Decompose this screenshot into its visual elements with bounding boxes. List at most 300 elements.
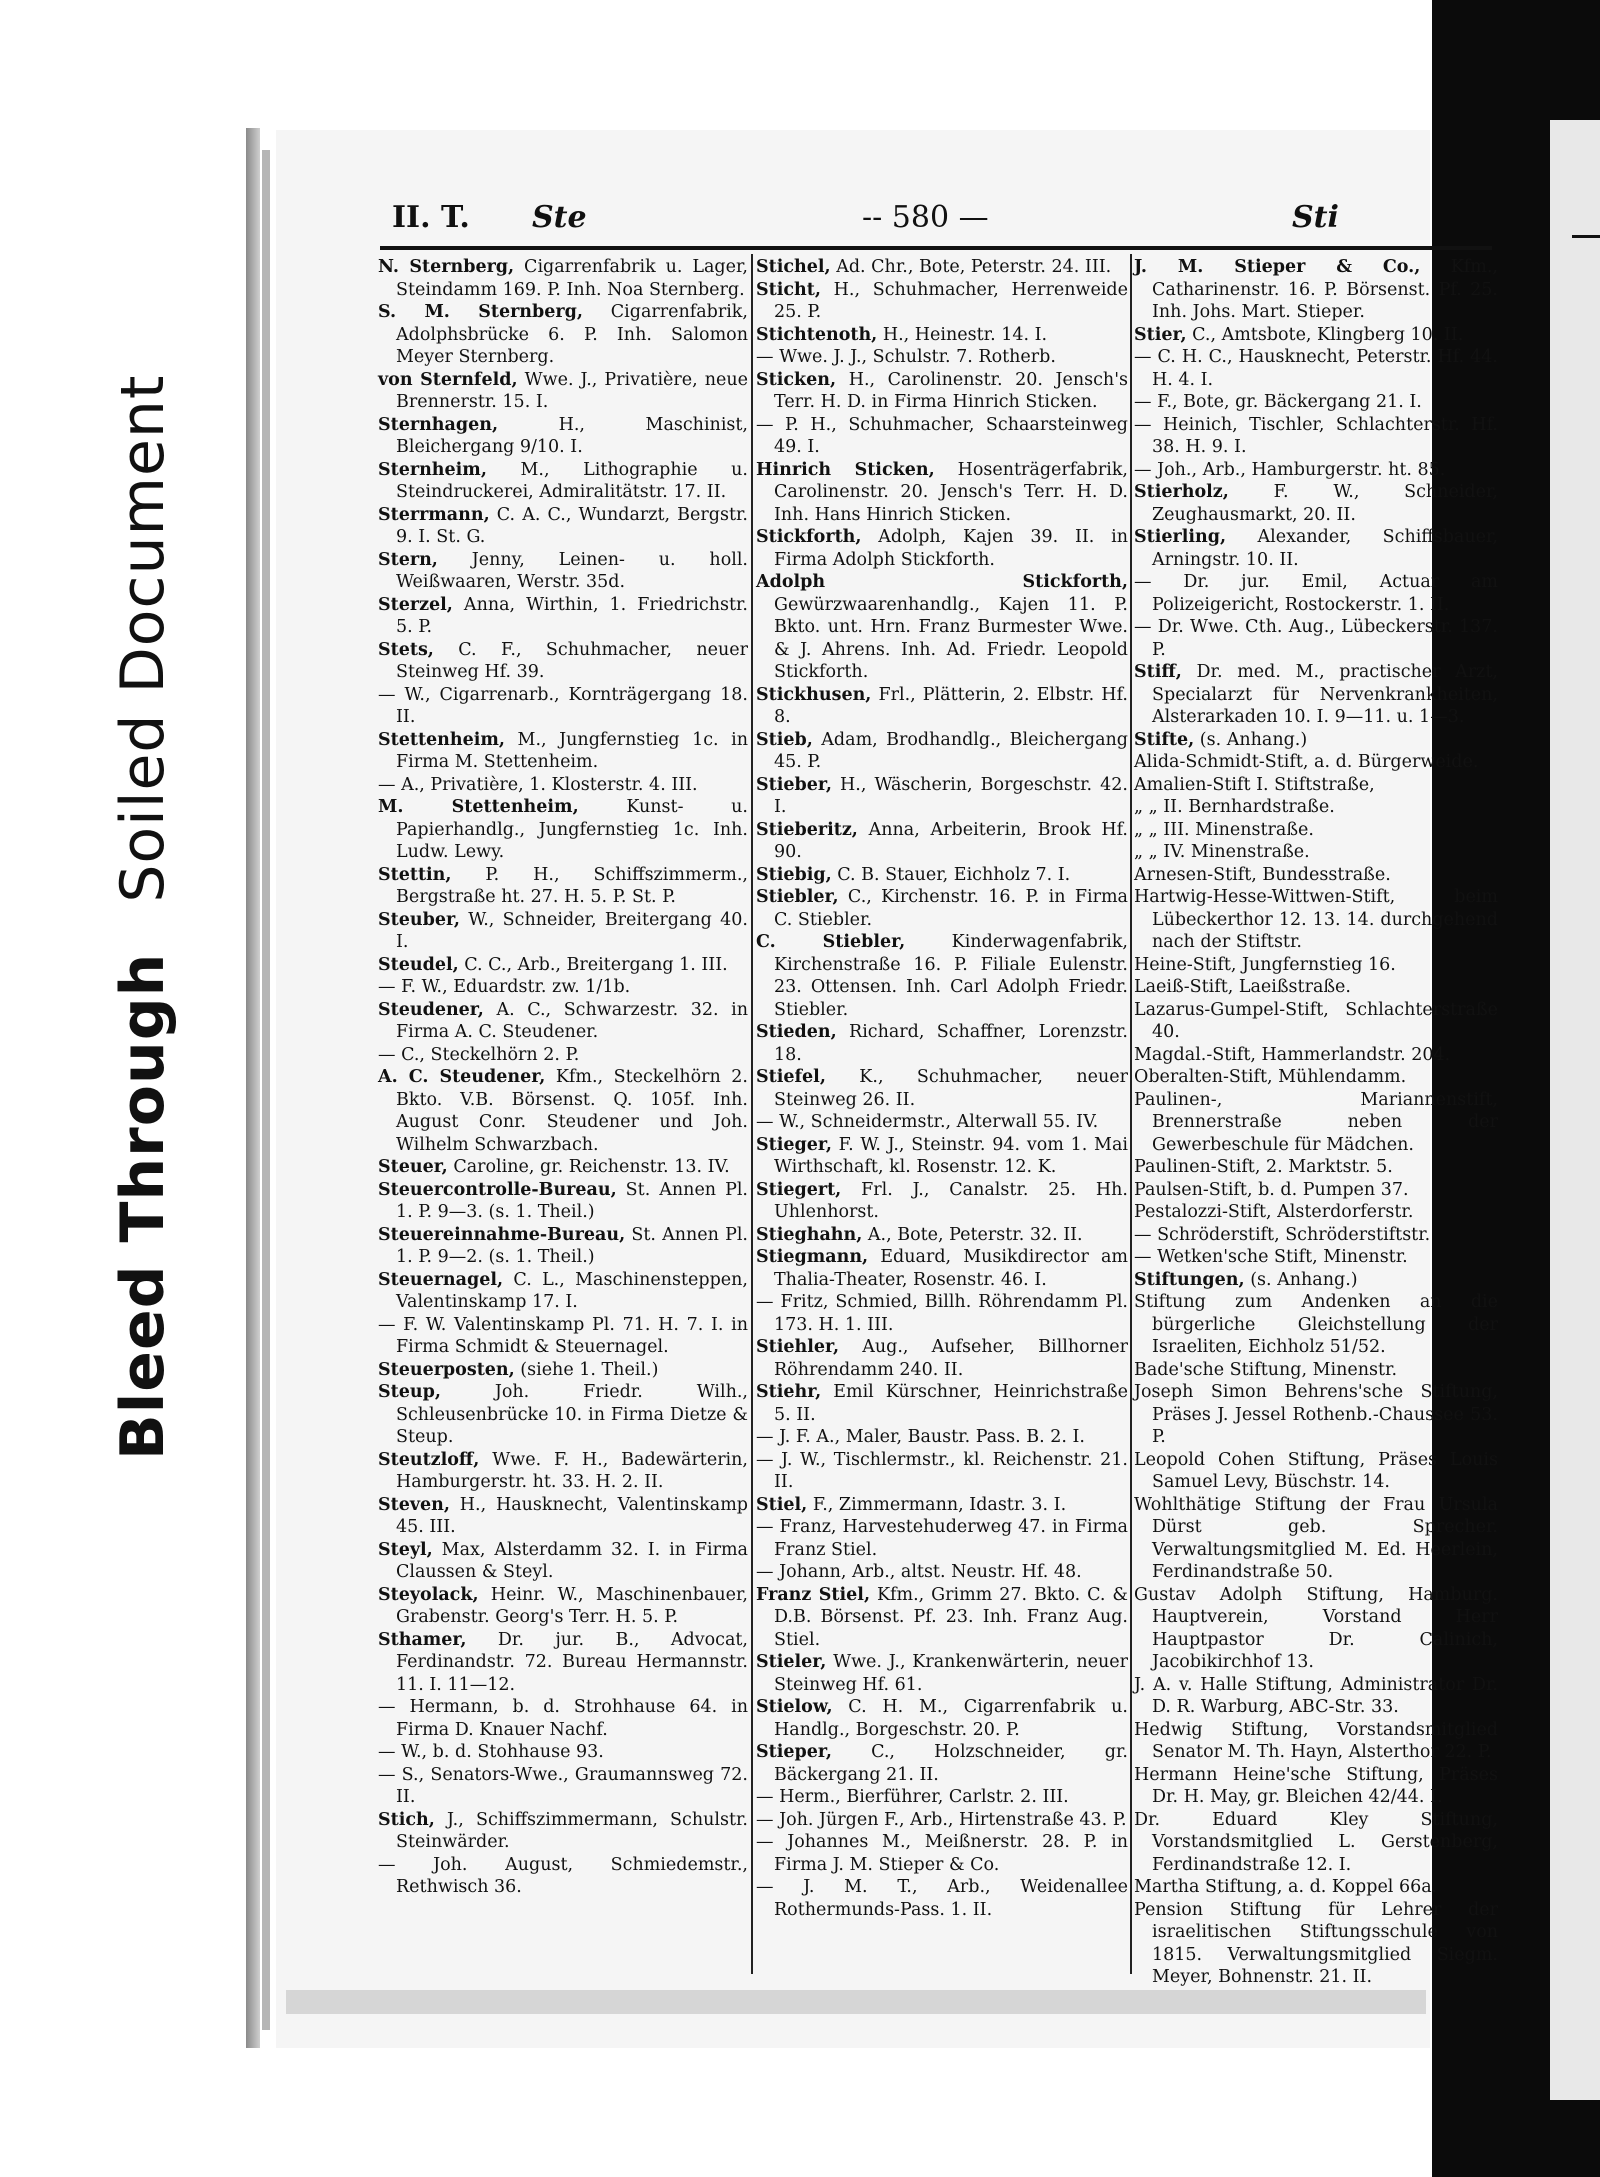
entry-text: Alida-Schmidt-Stift, a. d. Bürgerweide.	[1134, 752, 1479, 772]
entry-name: Steven,	[378, 1494, 450, 1515]
directory-entry	[1134, 729, 1498, 752]
entry-text: A. C., Schwarzestr. 32. in Firma A. C. Steudener.	[396, 999, 748, 1042]
entry-text: J. A. v. Halle Stiftung, Administrator Dr. D. R. Warburg, ABC-Str. 33.	[1134, 1674, 1498, 1717]
entry-text: Gewürzwaarenhandlg., Kajen 11. P. Bkto. unt. Hrn. Franz Burmester Wwe. & J. Ahrens. Inh. Ad. Friedr. Leopold Stickforth.	[774, 594, 1128, 682]
directory-entry	[378, 1584, 748, 1629]
column-1	[378, 256, 748, 1899]
entry-text: H., Maschinist, Bleichergang 9/10. I.	[396, 414, 748, 457]
directory-entry	[378, 1359, 748, 1382]
entry-text: Kfm., Catharinenstr. 16. P. Börsenst. Pf. 25. Inh. Johs. Mart. Stieper.	[1152, 257, 1498, 322]
directory-entry	[378, 864, 748, 909]
directory-entry	[756, 1291, 1128, 1336]
entry-name: Sticken,	[756, 369, 837, 390]
directory-entry	[756, 729, 1128, 774]
directory-entry	[378, 1156, 748, 1179]
entry-text: Hosenträgerfabrik, Carolinenstr. 20. Jensch's Terr. H. D. Inh. Hans Hinrich Sticken.	[774, 459, 1128, 525]
directory-entry	[1134, 1359, 1498, 1382]
directory-entry	[378, 1381, 748, 1449]
directory-entry	[1134, 796, 1498, 819]
directory-entry	[378, 301, 748, 369]
directory-entry	[1134, 1179, 1498, 1202]
directory-entry	[1134, 886, 1498, 954]
entry-text: „ „ IV. Minenstraße.	[1134, 842, 1310, 862]
entry-text: Oberalten-Stift, Mühlendamm.	[1134, 1067, 1407, 1087]
directory-entry	[378, 1044, 748, 1067]
entry-text: — C., Steckelhörn 2. P.	[378, 1044, 580, 1065]
entry-text: — Johannes M., Meißnerstr. 28. P. in Firma J. M. Stieper & Co.	[756, 1832, 1128, 1875]
directory-entry	[1134, 526, 1498, 571]
directory-entry	[378, 414, 748, 459]
entry-text: Joseph Simon Behrens'sche Stiftung, Präses J. Jessel Rothenb.-Chaussee 53. P.	[1134, 1382, 1498, 1447]
entry-text: Kfm., Grimm 27. Bkto. C. & D.B. Börsenst. Pf. 23. Inh. Franz Aug. Stiel.	[774, 1584, 1128, 1650]
directory-entry	[378, 954, 748, 977]
entry-text: — Herm., Bierführer, Carlstr. 2. III.	[756, 1787, 1069, 1807]
entry-text: Frl., Plätterin, 2. Elbstr. Hf. 8.	[774, 684, 1128, 727]
entry-text: — A., Privatière, 1. Klosterstr. 4. III.	[378, 774, 698, 795]
directory-entry	[1134, 1224, 1498, 1247]
entry-name: Stets,	[378, 639, 434, 660]
directory-entry	[756, 1741, 1128, 1786]
directory-entry	[1134, 1899, 1498, 1989]
entry-text: — Fritz, Schmied, Billh. Röhrendamm Pl. 173. H. 1. III.	[756, 1292, 1128, 1335]
directory-entry	[1134, 1291, 1498, 1359]
entry-text: — Joh. Jürgen F., Arb., Hirtenstraße 43. P.	[756, 1809, 1127, 1830]
entry-text: — J. F. A., Maler, Baustr. Pass. B. 2. I.	[756, 1427, 1085, 1447]
entry-name: Stiegert,	[756, 1179, 842, 1200]
entry-name: Franz Stiel,	[756, 1584, 871, 1605]
entry-name: Stiefel,	[756, 1067, 826, 1087]
entry-name: Stieber,	[756, 774, 832, 795]
right-catchword: Sti	[1292, 200, 1339, 235]
directory-entry	[378, 774, 748, 797]
directory-entry	[756, 819, 1128, 864]
entry-text: Lazarus-Gumpel-Stift, Schlachterstraße 40.	[1134, 999, 1498, 1042]
directory-entry	[378, 1314, 748, 1359]
directory-entry	[1134, 954, 1498, 977]
entry-text: Laeiß-Stift, Laeißstraße.	[1134, 977, 1351, 997]
entry-text: K., Schuhmacher, neuer Steinweg 26. II.	[774, 1067, 1128, 1110]
entry-text: Kinderwagenfabrik, Kirchenstraße 16. P. Filiale Eulenstr. 23. Ottensen. Inh. Carl Adolph Friedr. Stiebler.	[774, 932, 1128, 1020]
entry-text: Amalien-Stift I. Stiftstraße,	[1134, 774, 1375, 795]
entry-text: „ „ III. Minenstraße.	[1134, 819, 1314, 840]
entry-text: „ „ II. Bernhardstraße.	[1134, 797, 1335, 817]
directory-entry	[756, 1021, 1128, 1066]
entry-text: Joh. Friedr. Wilh., Schleusenbrücke 10. in Firma Dietze & Steup.	[396, 1382, 748, 1447]
entry-text: H., Heinestr. 14. I.	[877, 324, 1048, 345]
entry-name: Sticht,	[756, 279, 821, 300]
directory-entry	[1134, 1449, 1498, 1494]
entry-name: Stieger,	[756, 1134, 832, 1155]
directory-entry	[378, 369, 748, 414]
entry-name: M. Stettenheim,	[378, 797, 579, 817]
directory-entry	[378, 1741, 748, 1764]
entry-text: Frl. J., Canalstr. 25. Hh. Uhlenhorst.	[774, 1179, 1128, 1222]
entry-text: — F., Bote, gr. Bäckergang 21. I.	[1134, 392, 1422, 412]
directory-entry	[756, 1111, 1128, 1134]
directory-entry	[1134, 774, 1498, 797]
column-divider-1	[751, 254, 753, 1974]
entry-text: Paulinen-, Mariannenstift, Brennerstraße neben der Gewerbeschule für Mädchen.	[1134, 1089, 1498, 1155]
entry-name: Steutzloff,	[378, 1449, 480, 1470]
directory-entry	[756, 684, 1128, 729]
entry-name: Steuber,	[378, 909, 460, 930]
entry-text: Kunst- u. Papierhandlg., Jungfernstieg 1c. Inh. Ludw. Lewy.	[396, 797, 748, 862]
directory-entry	[756, 1831, 1128, 1876]
entry-text: Emil Kürschner, Heinrichstraße 5. II.	[774, 1382, 1128, 1425]
directory-entry	[1134, 1246, 1498, 1269]
entry-text: — W., Cigarrenarb., Kornträgergang 18. II.	[378, 684, 748, 727]
entry-text: M., Jungfernstieg 1c. in Firma M. Stettenheim.	[396, 729, 748, 772]
entry-name: Stieberitz,	[756, 819, 858, 840]
entry-name: S. M. Sternberg,	[378, 302, 583, 322]
directory-entry	[378, 909, 748, 954]
entry-text: F., Zimmermann, Idastr. 3. I.	[807, 1494, 1067, 1515]
entry-text: Ad. Chr., Bote, Peterstr. 24. III.	[830, 257, 1112, 277]
side-label-text	[108, 375, 178, 1460]
entry-name: Stich,	[378, 1809, 435, 1830]
entry-name: Stieden,	[756, 1022, 837, 1042]
directory-entry	[756, 1224, 1128, 1247]
directory-entry	[756, 1584, 1128, 1652]
entry-name: Stieper,	[756, 1742, 832, 1762]
entry-name: Stiegmann,	[756, 1247, 869, 1267]
entry-text: J., Schiffszimmermann, Schulstr. Steinwärder.	[396, 1809, 748, 1852]
entry-text: — J. W., Tischlermstr., kl. Reichenstr. 21. II.	[756, 1449, 1128, 1492]
entry-text: Gustav Adolph Stiftung, Hamburg. Hauptverein, Vorstand Herr Hauptpastor Dr. Calinich, Jacobikirchhof 13.	[1134, 1584, 1498, 1672]
entry-text: St. Annen Pl. 1. P. 9—2. (s. 1. Theil.)	[396, 1224, 748, 1267]
entry-text: Bade'sche Stiftung, Minenstr.	[1134, 1359, 1398, 1380]
directory-entry	[1134, 256, 1498, 324]
directory-entry	[756, 1066, 1128, 1111]
directory-entry	[756, 571, 1128, 684]
directory-entry	[378, 1854, 748, 1899]
entry-text: C. H. M., Cigarrenfabrik u. Handlg., Borgeschstr. 20. P.	[774, 1697, 1128, 1740]
entry-name: Steuernagel,	[378, 1269, 504, 1290]
directory-entry	[1134, 1044, 1498, 1067]
directory-entry	[378, 684, 748, 729]
directory-entry	[378, 1179, 748, 1224]
entry-text: — S., Senators-Wwe., Graumannsweg 72. II.	[378, 1764, 748, 1807]
entry-text: M., Lithographie u. Steindruckerei, Admiralitätstr. 17. II.	[396, 459, 748, 502]
entry-name: Stiff,	[1134, 662, 1182, 682]
directory-entry	[756, 1876, 1128, 1921]
page-stack-edge	[262, 150, 270, 2030]
directory-entry	[1134, 1876, 1498, 1899]
directory-entry	[378, 976, 748, 999]
entry-text: H., Schuhmacher, Herrenweide 25. P.	[774, 279, 1128, 322]
entry-name: Stiel,	[756, 1494, 808, 1515]
directory-entry	[1134, 481, 1498, 526]
entry-text: (s. Anhang.)	[1244, 1269, 1358, 1290]
directory-entry	[756, 931, 1128, 1021]
directory-entry	[378, 1269, 748, 1314]
entry-text: Max, Alsterdamm 32. I. in Firma Claussen & Steyl.	[396, 1539, 748, 1582]
directory-entry	[1134, 751, 1498, 774]
directory-entry	[1134, 1269, 1498, 1292]
column-divider-2	[1130, 254, 1132, 1974]
directory-entry	[378, 1629, 748, 1697]
entry-text: F. W., Schneider, Zeughausmarkt, 20. II.	[1152, 482, 1498, 525]
entry-name: Steyl,	[378, 1539, 433, 1560]
entry-name: Stieler,	[756, 1652, 827, 1672]
entry-text: — Hermann, b. d. Strohhause 64. in Firma D. Knauer Nachf.	[378, 1697, 748, 1740]
directory-entry	[1134, 324, 1498, 347]
directory-entry	[756, 1246, 1128, 1291]
directory-entry	[378, 729, 748, 774]
entry-text: Adolph, Kajen 39. II. in Firma Adolph Stickforth.	[774, 527, 1128, 570]
entry-text: — F. W., Eduardstr. zw. 1/1b.	[378, 977, 631, 997]
entry-text: Hermann Heine'sche Stiftung, Präses Dr. H. May, gr. Bleichen 42/44. I.	[1134, 1764, 1498, 1807]
directory-entry	[378, 549, 748, 594]
directory-entry	[1134, 414, 1498, 459]
directory-entry	[756, 1516, 1128, 1561]
entry-text: — Heinich, Tischler, Schlachterstr. Hf. 38. H. 9. I.	[1134, 414, 1498, 457]
column-2	[756, 256, 1128, 1921]
entry-text: Eduard, Musikdirector am Thalia-Theater, Rosenstr. 46. I.	[774, 1247, 1128, 1290]
directory-entry	[1134, 1674, 1498, 1719]
entry-text: Cigarrenfabrik, Adolphsbrücke 6. P. Inh. Salomon Meyer Sternberg.	[396, 302, 748, 367]
page-number: -- 580 —	[862, 200, 989, 235]
directory-entry	[378, 796, 748, 864]
directory-entry	[756, 1809, 1128, 1832]
directory-entry	[756, 1561, 1128, 1584]
directory-entry	[1134, 1494, 1498, 1584]
entry-name: C. Stiebler,	[756, 932, 906, 952]
entry-name: Stielow,	[756, 1697, 833, 1717]
entry-text: Wohlthätige Stiftung der Frau Ursula Dürst geb. Sprecher. Verwaltungsmitglied M. Ed. Heerlein, Ferdinandstraße 50.	[1134, 1494, 1498, 1582]
directory-entry	[756, 1449, 1128, 1494]
entry-name: Stier,	[1134, 324, 1187, 345]
entry-text: Leopold Cohen Stiftung, Präses Louis Samuel Levy, Büschstr. 14.	[1134, 1449, 1498, 1492]
entry-name: Stiehr,	[756, 1382, 822, 1402]
left-catchword: Ste	[532, 200, 587, 235]
directory-entry	[1134, 571, 1498, 616]
entry-name: Stettin,	[378, 864, 452, 885]
entry-text: C. A. C., Wundarzt, Bergstr. 9. I. St. G.	[396, 504, 748, 547]
entry-text: H., Hausknecht, Valentinskamp 45. III.	[396, 1494, 748, 1537]
entry-name: Adolph Stickforth,	[756, 572, 1128, 592]
entry-name: Sternhagen,	[378, 414, 499, 435]
directory-entry	[1134, 1089, 1498, 1157]
directory-entry	[378, 256, 748, 301]
entry-name: Stiebig,	[756, 864, 832, 885]
entry-name: Hinrich Sticken,	[756, 459, 935, 480]
entry-text: W., Schneider, Breitergang 40. I.	[396, 909, 748, 952]
header-rule	[380, 246, 1492, 250]
directory-entry	[756, 256, 1128, 279]
entry-name: Stieghahn,	[756, 1224, 863, 1245]
adjacent-header-rule	[1572, 235, 1600, 238]
entry-text: Heine-Stift, Jungfernstieg 16.	[1134, 954, 1396, 975]
directory-entry	[756, 1381, 1128, 1426]
directory-entry	[756, 1651, 1128, 1696]
directory-entry	[1134, 1066, 1498, 1089]
directory-entry	[378, 999, 748, 1044]
directory-entry	[378, 1764, 748, 1809]
entry-text: — Wwe. J. J., Schulstr. 7. Rotherb.	[756, 347, 1056, 367]
entry-text: — Franz, Harvestehuderweg 47. in Firma Franz Stiel.	[756, 1517, 1128, 1560]
section-label: II. T.	[392, 200, 470, 235]
entry-text: — Johann, Arb., altst. Neustr. Hf. 48.	[756, 1562, 1082, 1582]
entry-text: Wwe. J., Privatière, neue Brennerstr. 15. I.	[396, 369, 748, 412]
entry-text: — Joh. August, Schmiedemstr., Rethwisch 36.	[378, 1854, 748, 1897]
directory-entry	[1134, 841, 1498, 864]
entry-text: — Dr. Wwe. Cth. Aug., Lübeckerstr. 137. P.	[1134, 617, 1498, 660]
entry-name: Stiebler,	[756, 887, 839, 907]
entry-text: Jenny, Leinen- u. holl. Weißwaaren, Werstr. 35d.	[396, 549, 748, 592]
directory-entry	[1134, 459, 1498, 482]
entry-name: Stierholz,	[1134, 482, 1229, 502]
entry-name: Steudener,	[378, 999, 484, 1020]
entry-text: Magdal.-Stift, Hammerlandstr. 204.	[1134, 1044, 1451, 1065]
directory-entry	[378, 459, 748, 504]
entry-name: Sterzel,	[378, 594, 453, 615]
directory-entry	[378, 1494, 748, 1539]
directory-entry	[378, 1539, 748, 1584]
entry-text: — Joh., Arb., Hamburgerstr. ht. 85.	[1134, 459, 1446, 480]
entry-name: Stickhusen,	[756, 684, 872, 705]
entry-text: Heinr. W., Maschinenbauer, Grabenstr. Georg's Terr. H. 5. P.	[396, 1584, 748, 1627]
entry-name: J. M. Stieper & Co.,	[1134, 257, 1421, 277]
entry-name: Steuerposten,	[378, 1359, 515, 1380]
entry-text: H., Wäscherin, Borgeschstr. 42. I.	[774, 774, 1128, 817]
entry-text: Hedwig Stiftung, Vorstandsmitglied Senator M. Th. Hayn, Alsterthor 22. P.	[1134, 1719, 1498, 1762]
entry-text: C., Holzschneider, gr. Bäckergang 21. II.	[774, 1742, 1128, 1785]
directory-entry	[756, 774, 1128, 819]
directory-entry	[1134, 1764, 1498, 1809]
directory-entry	[756, 346, 1128, 369]
entry-name: A. C. Steudener,	[378, 1067, 546, 1087]
directory-entry	[756, 414, 1128, 459]
entry-name: Sternheim,	[378, 459, 487, 480]
directory-entry	[1134, 976, 1498, 999]
directory-entry	[1134, 1719, 1498, 1764]
page-gutter-shadow	[246, 128, 260, 2048]
directory-entry	[1134, 864, 1498, 887]
entry-name: N. Sternberg,	[378, 257, 515, 277]
directory-entry	[1134, 999, 1498, 1044]
directory-entry	[756, 1696, 1128, 1741]
entry-name: Steuer,	[378, 1157, 448, 1177]
directory-entry	[1134, 1584, 1498, 1674]
directory-entry	[1134, 391, 1498, 414]
directory-entry	[378, 1066, 748, 1156]
entry-name: Stichtenoth,	[756, 324, 878, 345]
directory-entry	[756, 279, 1128, 324]
bleed-through-label: Bleed Through	[108, 952, 178, 1460]
entry-text: Pension Stiftung für Lehrer der israelitischen Stiftungsschule von 1815. Verwaltungsmitglied Siegm. Meyer, Bohnenstr. 21. II.	[1134, 1899, 1498, 1987]
directory-entry	[1134, 1381, 1498, 1449]
directory-entry	[378, 504, 748, 549]
directory-entry	[756, 886, 1128, 931]
directory-entry	[1134, 1201, 1498, 1224]
entry-text: Anna, Arbeiterin, Brook Hf. 90.	[774, 819, 1128, 862]
entry-name: Stichel,	[756, 257, 831, 277]
directory-entry	[1134, 346, 1498, 391]
directory-entry	[1134, 1809, 1498, 1877]
entry-text: Cigarrenfabrik u. Lager, Steindamm 169. P. Inh. Noa Sternberg.	[396, 257, 748, 300]
page-bottom-edge	[286, 1990, 1426, 2014]
directory-entry	[378, 1809, 748, 1854]
entry-text: (siehe 1. Theil.)	[514, 1359, 659, 1380]
entry-name: Stettenheim,	[378, 729, 505, 750]
directory-entry	[378, 594, 748, 639]
entry-name: Steup,	[378, 1382, 441, 1402]
entry-text: C. B. Stauer, Eichholz 7. I.	[831, 864, 1071, 885]
entry-text: Anna, Wirthin, 1. Friedrichstr. 5. P.	[396, 594, 748, 637]
directory-entry	[1134, 819, 1498, 842]
entry-text: Alexander, Schiffsbauer, Arningstr. 10. II.	[1152, 527, 1498, 570]
entry-text: H., Carolinenstr. 20. Jensch's Terr. H. D. in Firma Hinrich Sticken.	[774, 369, 1128, 412]
entry-text: — C. H. C., Hausknecht, Peterstr. Hf. 44. H. 4. I.	[1134, 347, 1498, 390]
directory-entry	[378, 1224, 748, 1269]
entry-text: Adam, Brodhandlg., Bleichergang 45. P.	[774, 729, 1128, 772]
entry-text: Paulinen-Stift, 2. Marktstr. 5.	[1134, 1157, 1393, 1177]
entry-text: Dr. med. M., practischer Arzt, Specialarzt für Nervenkrankheiten, Alsterarkaden 10. I. 9—11. u. 1—3.	[1152, 662, 1498, 727]
entry-text: Kfm., Steckelhörn 2. Bkto. V.B. Börsenst. Q. 105f. Inh. August Conr. Steudener und Joh. Wilhelm Schwarzbach.	[396, 1067, 748, 1155]
directory-entry	[1134, 661, 1498, 729]
entry-text: Stiftung zum Andenken an die bürgerliche Gleichstellung der Israeliten, Eichholz 51/52.	[1134, 1292, 1498, 1357]
entry-name: Stiftungen,	[1134, 1269, 1245, 1290]
entry-name: Steudel,	[378, 954, 459, 975]
entry-text: — Wetken'sche Stift, Minenstr.	[1134, 1247, 1408, 1267]
entry-text: C. F., Schuhmacher, neuer Steinweg Hf. 39.	[396, 639, 748, 682]
entry-text: Hartwig-Hesse-Wittwen-Stift, beim Lübeckerthor 12. 13. 14. durchgehend nach der Stiftstr.	[1134, 887, 1498, 952]
directory-entry	[756, 526, 1128, 571]
entry-text: A., Bote, Peterstr. 32. II.	[862, 1224, 1083, 1245]
entry-text: Richard, Schaffner, Lorenzstr. 18.	[774, 1022, 1128, 1065]
directory-entry	[756, 324, 1128, 347]
entry-text: Dr. Eduard Kley Stiftung, Vorstandsmitglied L. Gerstenberg, Ferdinandstraße 12. I.	[1134, 1809, 1498, 1875]
directory-entry	[756, 459, 1128, 527]
entry-text: — J. M. T., Arb., Weidenallee Rothermunds-Pass. 1. II.	[756, 1877, 1128, 1920]
entry-text: Paulsen-Stift, b. d. Pumpen 37.	[1134, 1179, 1409, 1200]
directory-entry	[756, 1494, 1128, 1517]
entry-text: C. L., Maschinensteppen, Valentinskamp 17. I.	[396, 1269, 748, 1312]
entry-name: Stiehler,	[756, 1337, 840, 1357]
entry-text: Aug., Aufseher, Billhorner Röhrendamm 240. II.	[774, 1337, 1128, 1380]
directory-entry	[756, 1336, 1128, 1381]
entry-name: Stieb,	[756, 729, 813, 750]
entry-name: Stierling,	[1134, 527, 1227, 547]
entry-text: — P. H., Schuhmacher, Schaarsteinweg 49. I.	[756, 414, 1128, 457]
entry-text: P. H., Schiffszimmerm., Bergstraße ht. 27. H. 5. P. St. P.	[396, 864, 748, 907]
entry-text: — Dr. jur. Emil, Actuar am Polizeigericht, Rostockerstr. 1. II.	[1134, 572, 1498, 615]
entry-name: Steyolack,	[378, 1584, 479, 1605]
entry-text: Dr. jur. B., Advocat, Ferdinandstr. 72. Bureau Hermannstr. 11. I. 11—12.	[396, 1629, 748, 1695]
entry-text: — W., b. d. Stohhause 93.	[378, 1742, 604, 1762]
entry-name: Stifte,	[1134, 729, 1195, 750]
directory-entry	[378, 1449, 748, 1494]
directory-entry	[756, 864, 1128, 887]
entry-text: — Schröderstift, Schröderstiftstr.	[1134, 1224, 1431, 1245]
entry-text: — F. W. Valentinskamp Pl. 71. H. 7. I. in Firma Schmidt & Steuernagel.	[378, 1314, 748, 1357]
entry-name: Steuereinnahme-Bureau,	[378, 1224, 626, 1245]
directory-entry	[756, 1426, 1128, 1449]
entry-name: Stickforth,	[756, 527, 862, 547]
entry-text: Wwe. F. H., Badewärterin, Hamburgerstr. ht. 33. H. 2. II.	[396, 1449, 748, 1492]
directory-entry	[756, 1179, 1128, 1224]
directory-entry	[1134, 616, 1498, 661]
entry-text: Arnesen-Stift, Bundesstraße.	[1134, 864, 1391, 885]
entry-text: Wwe. J., Krankenwärterin, neuer Steinweg Hf. 61.	[774, 1652, 1128, 1695]
entry-text: C., Kirchenstr. 16. P. in Firma C. Stiebler.	[774, 887, 1128, 930]
entry-text: Caroline, gr. Reichenstr. 13. IV.	[447, 1157, 730, 1177]
directory-entry	[756, 1134, 1128, 1179]
soiled-document-label: Soiled Document	[108, 374, 178, 903]
entry-name: Sterrmann,	[378, 504, 490, 525]
directory-entry	[756, 369, 1128, 414]
